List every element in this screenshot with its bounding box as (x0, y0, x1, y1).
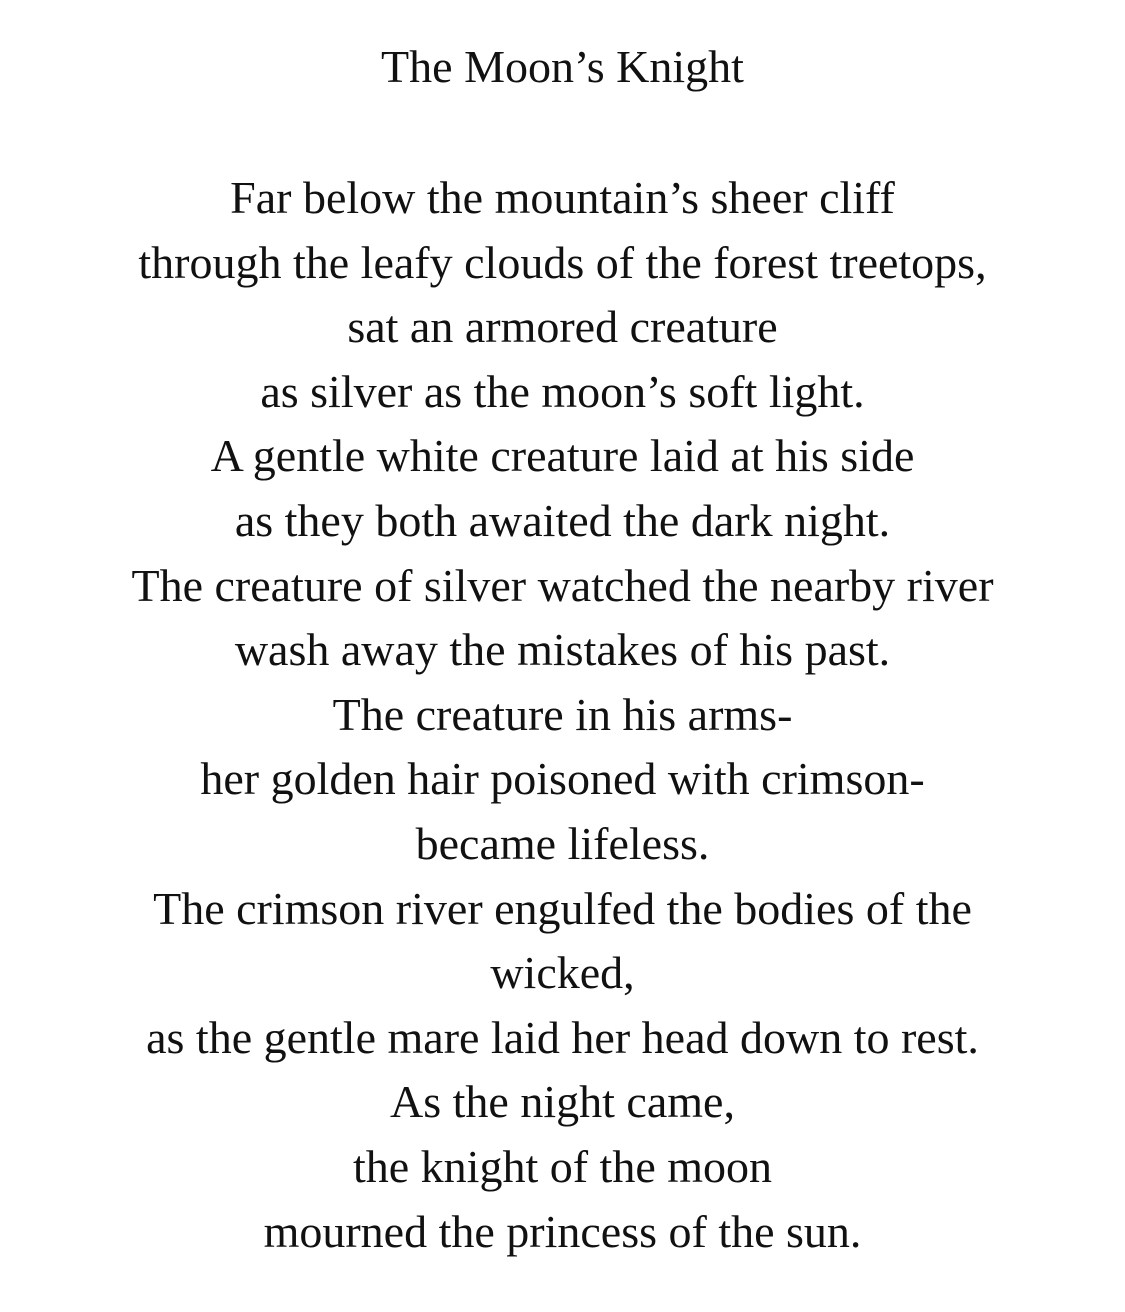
poem-line: the knight of the moon (352, 1140, 773, 1192)
poem-line: as the gentle mare laid her head down to rest. (146, 1011, 979, 1063)
poem-body (0, 166, 1125, 1264)
poem-line: As the night came, (390, 1076, 735, 1128)
poem-line: mourned the princess of the sun. (263, 1205, 862, 1257)
poem-line: A gentle white creature laid at his side (210, 430, 915, 482)
poem-line: The creature of silver watched the nearby river (131, 559, 994, 611)
poem-line: through the leafy clouds of the forest treetops, (138, 236, 987, 288)
poem-line: became lifeless. (415, 817, 710, 869)
poem-line: The crimson river engulfed the bodies of the (153, 882, 972, 934)
poem-title: The Moon’s Knight (381, 41, 744, 92)
poem-line: wicked, (490, 947, 635, 999)
poem-line: Far below the mountain’s sheer cliff (230, 172, 895, 223)
poem-line: as silver as the moon’s soft light. (260, 365, 865, 417)
poem-line: as they both awaited the dark night. (234, 494, 891, 546)
poem-line: her golden hair poisoned with crimson- (200, 753, 925, 805)
poem-line: wash away the mistakes of his past. (234, 624, 891, 676)
poem-line: The creature in his arms- (332, 688, 793, 740)
poem-line: sat an armored creature (347, 301, 778, 353)
